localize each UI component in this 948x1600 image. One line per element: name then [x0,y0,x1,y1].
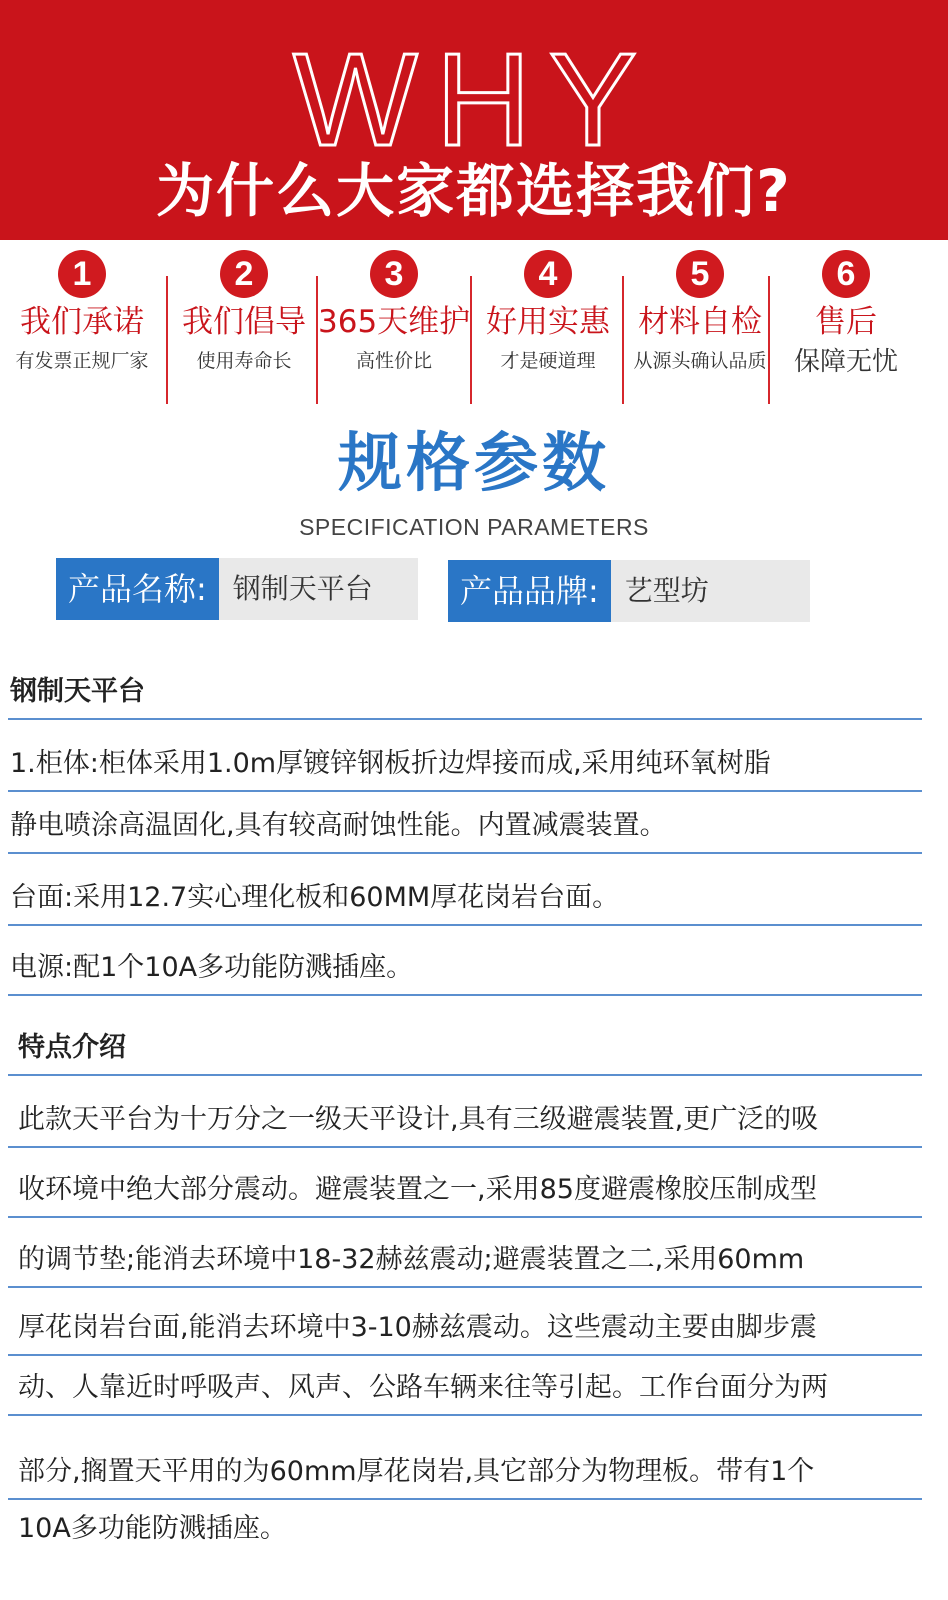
feature-3 [318,248,470,374]
feature-subtitle: 才是硬道理 [500,350,596,372]
intro-line [8,1218,922,1288]
number-badge-1: 1 [58,250,106,298]
details-heading-row [8,660,922,720]
intro-heading: 特点介绍 [18,1032,126,1063]
feature-subtitle: 有发票正规厂家 [15,350,149,372]
feature-title: 好用实惠 [486,304,610,340]
intro-text: 收环境中绝大部分震动。避震装置之一,采用85度避震橡胶压制成型 [18,1174,817,1205]
details-heading: 钢制天平台 [10,676,145,707]
brand-label: 产品品牌: [448,560,611,622]
intro-text: 厚花岗岩台面,能消去环境中3-10赫兹震动。这些震动主要由脚步震 [18,1312,817,1343]
details-line [8,720,922,792]
brand-value: 艺型坊 [611,560,810,622]
details-text: 静电喷涂高温固化,具有较高耐蚀性能。内置减震装置。 [10,810,667,841]
number-badge-6: 6 [822,250,870,298]
feature-subtitle: 保障无忧 [793,347,898,377]
spec-title: 规格参数 [338,427,610,501]
intro-text: 的调节垫;能消去环境中18-32赫兹震动;避震装置之二,采用60mm [18,1244,805,1275]
feature-title: 售后 [815,304,877,340]
feature-title: 我们倡导 [182,304,306,340]
feature-5 [624,248,776,374]
intro-line [8,1076,922,1148]
number-badge-4: 4 [524,250,572,298]
brand-box [448,560,810,622]
feature-title: 我们承诺 [20,304,144,340]
feature-row [0,248,948,408]
number-badge-2: 2 [220,250,268,298]
banner-headline: 为什么大家都选择我们? [156,157,792,225]
intro-line [8,1288,922,1356]
details-text: 1.柜体:柜体采用1.0m厚镀锌钢板折边焊接而成,采用纯环氧树脂 [10,748,771,779]
number-badge-5: 5 [676,250,724,298]
why-banner [0,0,948,240]
number-badge-3: 3 [370,250,418,298]
feature-subtitle: 使用寿命长 [196,350,292,372]
feature-4 [472,248,624,374]
feature-subtitle: 从源头确认品质 [633,350,767,372]
product-name-box [56,558,418,620]
why-outline-text: WHY [293,26,655,173]
intro-text: 部分,搁置天平用的为60mm厚花岗岩,具它部分为物理板。带有1个 [18,1456,815,1487]
details-line [8,792,922,854]
details-line [8,926,922,996]
feature-2 [168,248,320,374]
details-line [8,854,922,926]
intro-line [8,1148,922,1218]
details-text: 电源:配1个10A多功能防溅插座。 [10,952,414,983]
intro-heading-row [8,996,922,1076]
spec-subtitle: SPECIFICATION PARAMETERS [299,514,649,540]
intro-line [8,1416,922,1500]
product-name-label: 产品名称: [56,558,219,620]
feature-1 [6,248,158,374]
feature-6 [770,248,922,378]
feature-title: 365天维护 [318,304,471,340]
feature-subtitle: 高性价比 [355,350,432,372]
details-text: 台面:采用12.7实心理化板和60MM厚花岗岩台面。 [10,882,620,913]
feature-title: 材料自检 [638,304,762,340]
product-name-value: 钢制天平台 [219,558,418,620]
intro-text: 动、人靠近时呼吸声、风声、公路车辆来往等引起。工作台面分为两 [18,1372,828,1403]
intro-line [8,1356,922,1416]
intro-last-line: 10A多功能防溅插座。 [18,1513,287,1544]
intro-text: 此款天平台为十万分之一级天平设计,具有三级避震装置,更广泛的吸 [18,1104,819,1135]
